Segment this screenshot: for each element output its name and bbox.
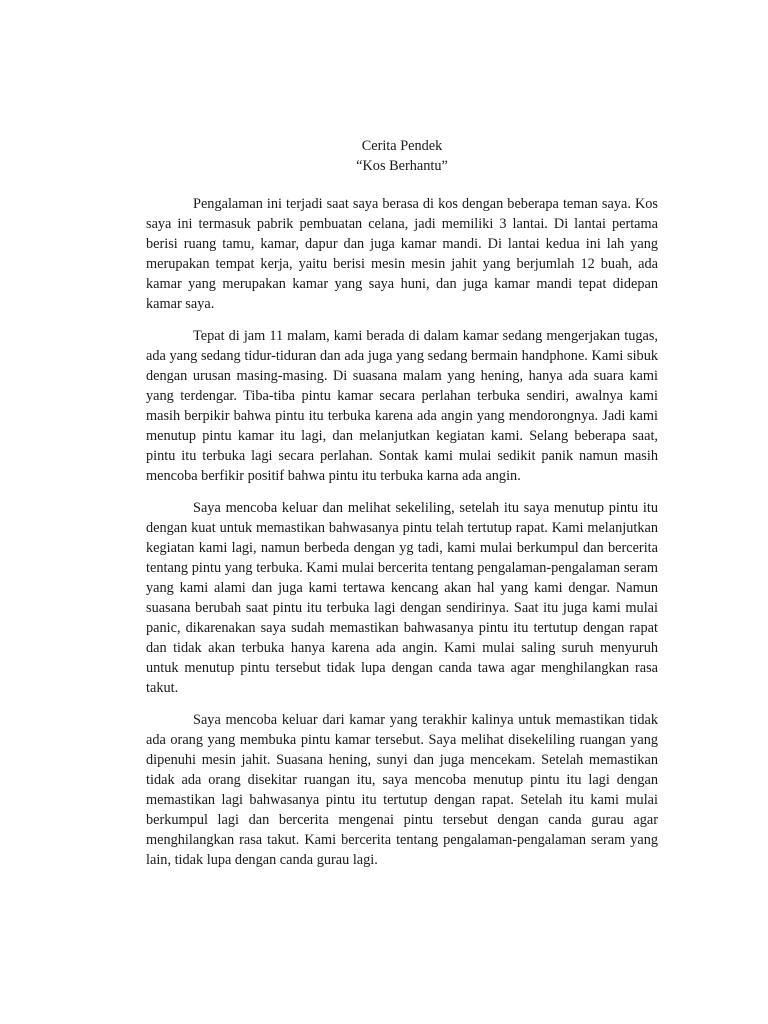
paragraph-3: Saya mencoba keluar dan melihat sekeliling, setelah itu saya menutup pintu itu dengan kuat untuk memastikan bahwasanya pintu telah tertutup rapat. Kami melanjutkan kegiatan kami lagi, namun berbeda dengan yg tadi, kami mulai berkumpul dan bercerita tentang pintu yang terbuka. Kami mulai bercerita tentang pengalaman-pengalaman seram yang kami alami dan juga kami tertawa kencang akan hal yang kami dengar. Namun suasana berubah saat pintu itu terbuka lagi dengan sendirinya. Saat itu juga kami mulai panic, dikarenakan saya sudah memastikan bahwasanya pintu itu tertutup dengan rapat dan tidak akan terbuka hanya karena ada angin. Kami mulai saling suruh menyuruh untuk menutup pintu tersebut tidak lupa dengan canda tawa agar menghilangkan rasa takut. (146, 500, 658, 696)
document-heading: Cerita Pendek (361, 138, 443, 154)
title-block (146, 136, 658, 176)
paragraph-1: Pengalaman ini terjadi saat saya berasa di kos dengan beberapa teman saya. Kos saya ini termasuk pabrik pembuatan celana, jadi memiliki 3 lantai. Di lantai pertama berisi ruang tamu, kamar, dapur dan juga kamar mandi. Di lantai kedua ini lah yang merupakan tempat kerja, yaitu berisi mesin mesin jahit yang berjumlah 12 buah, ada kamar yang merupakan kamar yang saya huni, dan juga kamar mandi tepat didepan kamar saya. (146, 196, 658, 312)
paragraph-4: Saya mencoba keluar dari kamar yang terakhir kalinya untuk memastikan tidak ada orang yang membuka pintu kamar tersebut. Saya melihat disekeliling ruangan yang dipenuhi mesin jahit. Suasana hening, sunyi dan juga mencekam. Setelah memastikan tidak ada orang disekitar ruangan itu, saya mencoba menutup pintu itu lagi dengan memastikan lagi bahwasanya pintu itu tertutup dengan rapat. Setelah itu kami mulai berkumpul lagi dan bercerita mengenai pintu tersebut dengan canda gurau agar menghilangkan rasa takut. Kami bercerita tentang pengalaman-pengalaman seram yang lain, tidak lupa dengan canda gurau lagi. (146, 712, 658, 868)
story-title: “Kos Berhantu” (356, 158, 448, 174)
paragraph-2: Tepat di jam 11 malam, kami berada di dalam kamar sedang mengerjakan tugas, ada yang sedang tidur-tiduran dan ada juga yang sedang bermain handphone. Kami sibuk dengan urusan masing-masing. Di suasana malam yang hening, hanya ada suara kami yang terdengar. Tiba-tiba pintu kamar secara perlahan terbuka sendiri, awalnya kami masih berpikir bahwa pintu itu terbuka karena ada angin yang mendorongnya. Jadi kami menutup pintu kamar itu lagi, dan melanjutkan kegiatan kami. Selang beberapa saat, pintu itu terbuka lagi secara perlahan. Sontak kami mulai sedikit panik namun masih mencoba berfikir positif bahwa pintu itu terbuka karna ada angin. (146, 328, 658, 484)
document-page (146, 136, 658, 882)
